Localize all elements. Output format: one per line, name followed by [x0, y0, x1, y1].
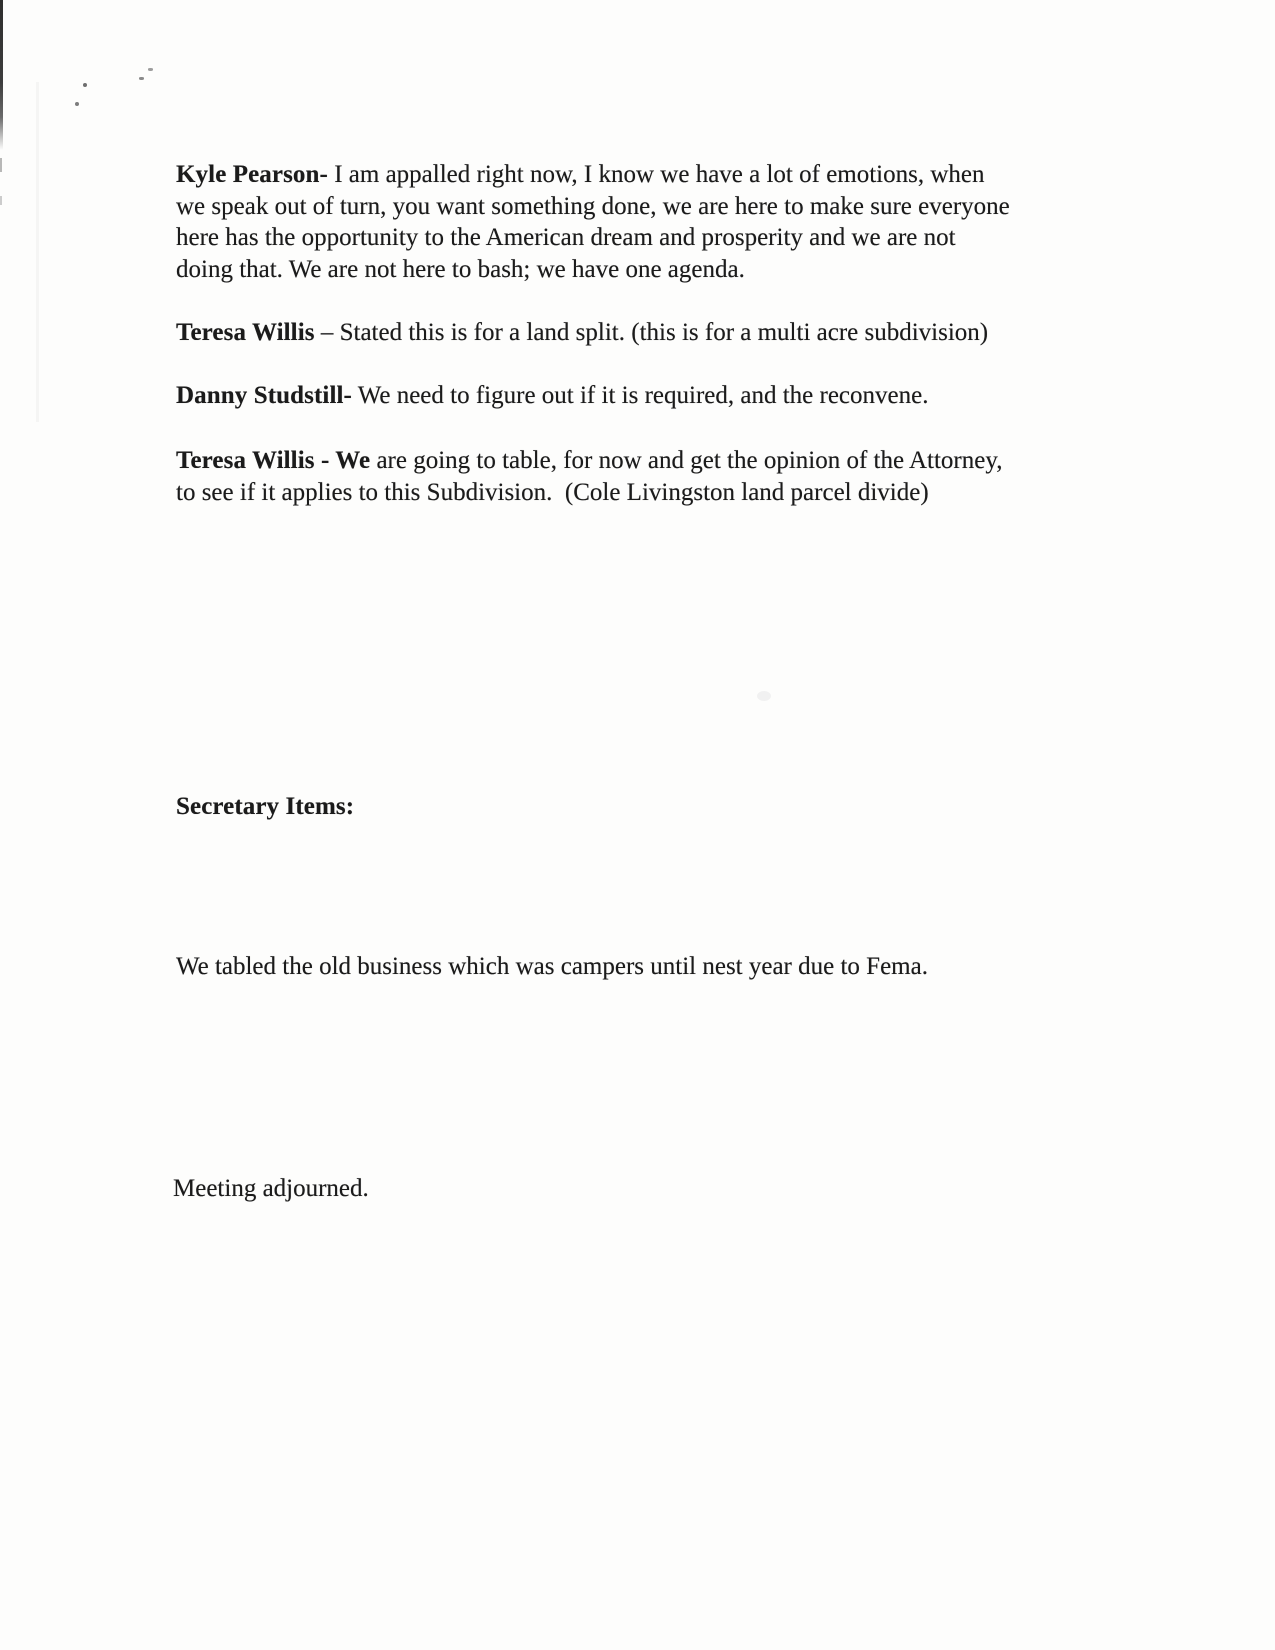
paragraph-line — [176, 477, 1002, 509]
speaker-name: Danny Studstill- — [176, 382, 352, 409]
statement-text: – Stated this is for a land split. (this is for a multi acre subdivision) — [314, 319, 989, 346]
speaker-name: Kyle Pearson- — [176, 161, 328, 188]
heading-line — [176, 791, 354, 823]
paragraph-line — [176, 317, 988, 349]
speaker-name: Teresa Willis - We — [176, 447, 371, 474]
paragraph-line — [173, 1173, 369, 1205]
statement-text: I am appalled right now, I know we have a lot of emotions, when — [327, 161, 985, 188]
speaker-name: Teresa Willis — [176, 319, 315, 346]
scan-streak-artifact — [36, 82, 39, 422]
scan-speck-artifact — [0, 196, 2, 205]
paragraph-teresa-willis-1 — [176, 317, 988, 349]
paragraph-kyle-pearson — [176, 159, 1010, 285]
secretary-items-heading — [176, 791, 354, 823]
statement-text: here has the opportunity to the American dream and prosperity and we are not — [176, 224, 956, 251]
paragraph-line — [176, 254, 1010, 286]
statement-text: doing that. We are not here to bash; we have one agenda. — [176, 255, 745, 283]
paragraph-line — [176, 191, 1010, 223]
scan-speck-artifact — [0, 158, 2, 172]
paragraph-teresa-willis-2 — [176, 445, 1002, 508]
old-business-note — [176, 951, 928, 983]
scan-speck-artifact — [139, 77, 144, 80]
statement-text: We tabled the old business which was campers until nest year due to Fema. — [176, 953, 928, 980]
statement-text: We need to figure out if it is required, and the reconvene. — [351, 382, 929, 409]
scan-speck-artifact — [75, 102, 79, 106]
paragraph-line — [176, 445, 1002, 477]
statement-text: Meeting adjourned. — [173, 1175, 369, 1202]
heading-text: Secretary Items: — [176, 793, 355, 820]
scan-smudge-artifact — [757, 691, 771, 701]
paragraph-line — [176, 222, 1010, 254]
paragraph-line — [176, 951, 928, 983]
scan-speck-artifact — [83, 83, 87, 87]
scan-speck-artifact — [148, 68, 153, 71]
paragraph-line — [176, 159, 1010, 191]
statement-text: we speak out of turn, you want something done, we are here to make sure everyone — [176, 192, 1010, 220]
paragraph-line — [176, 380, 928, 412]
statement-text: are going to table, for now and get the opinion of the Attorney, — [370, 447, 1003, 474]
scan-edge-artifact — [0, 0, 3, 150]
meeting-adjourned-note — [173, 1173, 369, 1205]
paragraph-danny-studstill — [176, 380, 928, 412]
statement-text: to see if it applies to this Subdivision. (Cole Livingston land parcel divide) — [176, 478, 929, 506]
